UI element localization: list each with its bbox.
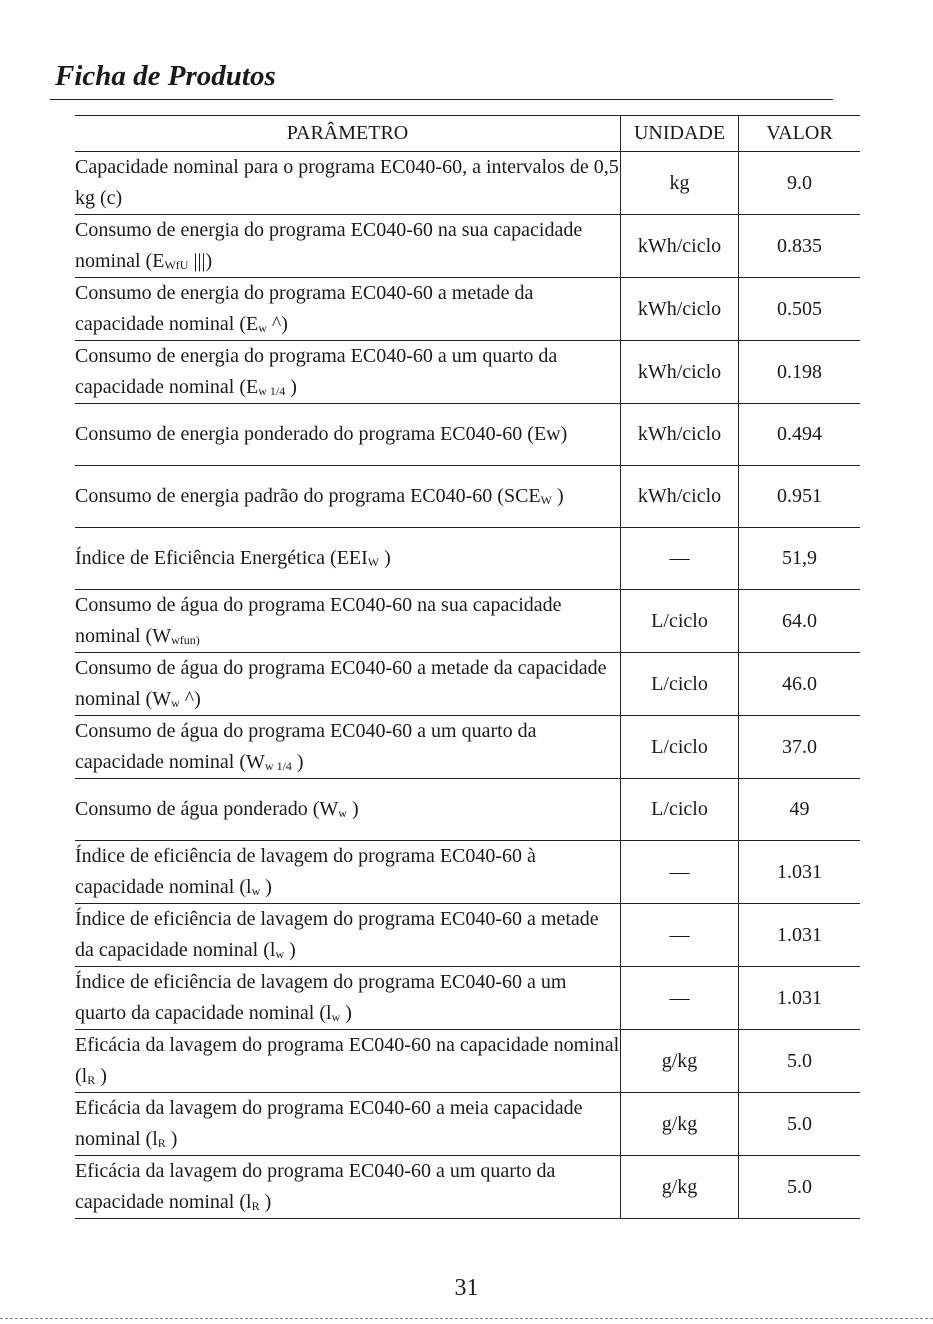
table-row xyxy=(75,404,860,466)
row-parameter-suffix: ) xyxy=(285,376,297,398)
row-parameter-suffix: ) xyxy=(259,1191,272,1213)
row-value: 49 xyxy=(739,779,861,841)
row-parameter-text: Índice de eficiência de lavagem do programa EC040-60 a um quarto da capacidade nominal (l xyxy=(75,971,567,1024)
product-sheet-table xyxy=(75,115,860,1219)
row-parameter-text: Índice de Eficiência Energética (EEI xyxy=(75,547,368,569)
row-parameter xyxy=(75,341,621,404)
row-parameter xyxy=(75,1030,621,1093)
row-unit: — xyxy=(621,841,739,904)
row-parameter xyxy=(75,1093,621,1156)
row-unit: g/kg xyxy=(621,1030,739,1093)
row-parameter xyxy=(75,590,621,653)
table-row xyxy=(75,967,860,1030)
table-row xyxy=(75,653,860,716)
table-row xyxy=(75,466,860,528)
row-parameter xyxy=(75,528,621,590)
row-unit: — xyxy=(621,904,739,967)
table-row xyxy=(75,1030,860,1093)
row-parameter-subscript: w 1/4 xyxy=(258,384,286,398)
table-header-row xyxy=(75,116,860,152)
row-parameter-suffix: ) xyxy=(346,798,359,820)
row-unit: kWh/ciclo xyxy=(621,278,739,341)
row-value: 64.0 xyxy=(739,590,861,653)
row-value: 51,9 xyxy=(739,528,861,590)
header-unidade: UNIDADE xyxy=(621,116,739,152)
row-parameter-subscript: w xyxy=(251,884,261,898)
header-valor: VALOR xyxy=(739,116,861,152)
row-parameter-text: Eficácia da lavagem do programa EC040-60 na capacidade nominal (l xyxy=(75,1034,620,1087)
title-underline xyxy=(50,99,833,100)
row-parameter-suffix: |||) xyxy=(188,250,213,272)
row-parameter-suffix: ) xyxy=(260,876,272,898)
table-row xyxy=(75,716,860,779)
row-parameter-subscript: w xyxy=(171,696,180,710)
row-parameter-subscript: WfU xyxy=(164,258,189,272)
row-parameter-subscript: w xyxy=(331,1010,341,1024)
row-parameter-text: Consumo de energia do programa EC040-60 na sua capacidade nominal (E xyxy=(75,219,583,272)
row-parameter-subscript: W xyxy=(540,493,552,507)
row-parameter xyxy=(75,1156,621,1219)
row-value: 37.0 xyxy=(739,716,861,779)
row-parameter-text: Consumo de água do programa EC040-60 a metade da capacidade nominal (W xyxy=(75,657,607,710)
row-parameter-suffix: ) xyxy=(95,1065,107,1087)
row-unit: L/ciclo xyxy=(621,653,739,716)
row-parameter-subscript: wfun) xyxy=(171,633,200,647)
row-unit: kWh/ciclo xyxy=(621,404,739,466)
row-parameter-text: Eficácia da lavagem do programa EC040-60 a um quarto da capacidade nominal (l xyxy=(75,1160,556,1213)
row-value: 9.0 xyxy=(739,152,861,215)
row-unit: kg xyxy=(621,152,739,215)
row-parameter-subscript: w 1/4 xyxy=(264,759,292,773)
row-parameter xyxy=(75,278,621,341)
row-parameter-subscript: w xyxy=(338,806,347,820)
table-row xyxy=(75,215,860,278)
row-parameter-subscript: W xyxy=(367,555,380,569)
row-parameter-text: Consumo de energia padrão do programa EC040-60 (SCE xyxy=(75,485,541,507)
row-parameter-text: Consumo de energia do programa EC040-60 a um quarto da capacidade nominal (E xyxy=(75,345,558,398)
row-parameter-text: Capacidade nominal para o programa EC040-60, a intervalos de 0,5 kg (c) xyxy=(75,156,619,209)
row-value: 0.505 xyxy=(739,278,861,341)
row-parameter-text: Consumo de energia ponderado do programa EC040-60 (Ew) xyxy=(75,423,568,445)
row-parameter-text: Consumo de água ponderado (W xyxy=(75,798,339,820)
row-parameter xyxy=(75,152,621,215)
row-parameter xyxy=(75,779,621,841)
page-number: 31 xyxy=(454,1275,479,1301)
row-unit: — xyxy=(621,528,739,590)
row-value: 5.0 xyxy=(739,1030,861,1093)
table-row xyxy=(75,841,860,904)
row-parameter xyxy=(75,404,621,466)
row-value: 1.031 xyxy=(739,904,861,967)
table-row xyxy=(75,278,860,341)
table-row xyxy=(75,1093,860,1156)
row-value: 46.0 xyxy=(739,653,861,716)
row-parameter-suffix: ) xyxy=(165,1128,178,1150)
row-value: 0.494 xyxy=(739,404,861,466)
row-parameter xyxy=(75,653,621,716)
row-parameter-suffix: ) xyxy=(551,485,564,507)
row-parameter-text: Eficácia da lavagem do programa EC040-60 a meia capacidade nominal (l xyxy=(75,1097,583,1150)
row-unit: L/ciclo xyxy=(621,779,739,841)
row-parameter-text: Consumo de água do programa EC040-60 na sua capacidade nominal (W xyxy=(75,594,562,647)
row-unit: g/kg xyxy=(621,1156,739,1219)
table-row xyxy=(75,590,860,653)
row-parameter xyxy=(75,215,621,278)
row-value: 0.198 xyxy=(739,341,861,404)
page-title: Ficha de Produtos xyxy=(55,60,276,92)
row-value: 5.0 xyxy=(739,1156,861,1219)
row-parameter-suffix: ) xyxy=(340,1002,352,1024)
table-row xyxy=(75,528,860,590)
row-parameter xyxy=(75,841,621,904)
row-parameter-suffix: ^) xyxy=(179,688,201,710)
row-value: 0.835 xyxy=(739,215,861,278)
table-row xyxy=(75,779,860,841)
row-parameter-text: Consumo de energia do programa EC040-60 a metade da capacidade nominal (E xyxy=(75,282,534,335)
row-parameter-text: Índice de eficiência de lavagem do programa EC040-60 à capacidade nominal (l xyxy=(75,845,536,898)
row-unit: — xyxy=(621,967,739,1030)
table-row xyxy=(75,1156,860,1219)
table-row xyxy=(75,904,860,967)
row-parameter-suffix: ) xyxy=(291,751,304,773)
row-parameter xyxy=(75,466,621,528)
row-unit: L/ciclo xyxy=(621,716,739,779)
row-parameter xyxy=(75,967,621,1030)
row-parameter-subscript: R xyxy=(87,1073,96,1087)
row-unit: L/ciclo xyxy=(621,590,739,653)
row-parameter-suffix: ^) xyxy=(266,313,288,335)
bottom-dotted-rule xyxy=(0,1318,933,1319)
row-parameter-suffix: ) xyxy=(379,547,391,569)
row-parameter-subscript: R xyxy=(251,1199,260,1213)
row-parameter-suffix: ) xyxy=(284,939,296,961)
row-parameter-text: Índice de eficiência de lavagem do programa EC040-60 a metade da capacidade nominal (l xyxy=(75,908,599,961)
row-parameter-subscript: w xyxy=(275,947,285,961)
row-parameter xyxy=(75,904,621,967)
row-unit: kWh/ciclo xyxy=(621,341,739,404)
row-unit: kWh/ciclo xyxy=(621,215,739,278)
row-parameter xyxy=(75,716,621,779)
table-row xyxy=(75,152,860,215)
row-parameter-text: Consumo de água do programa EC040-60 a um quarto da capacidade nominal (W xyxy=(75,720,537,773)
row-value: 1.031 xyxy=(739,967,861,1030)
row-value: 5.0 xyxy=(739,1093,861,1156)
row-value: 1.031 xyxy=(739,841,861,904)
row-parameter-subscript: R xyxy=(157,1136,166,1150)
row-value: 0.951 xyxy=(739,466,861,528)
row-unit: g/kg xyxy=(621,1093,739,1156)
table-row xyxy=(75,341,860,404)
row-parameter-subscript: w xyxy=(258,321,267,335)
row-unit: kWh/ciclo xyxy=(621,466,739,528)
header-parametro: PARÂMETRO xyxy=(75,116,621,152)
